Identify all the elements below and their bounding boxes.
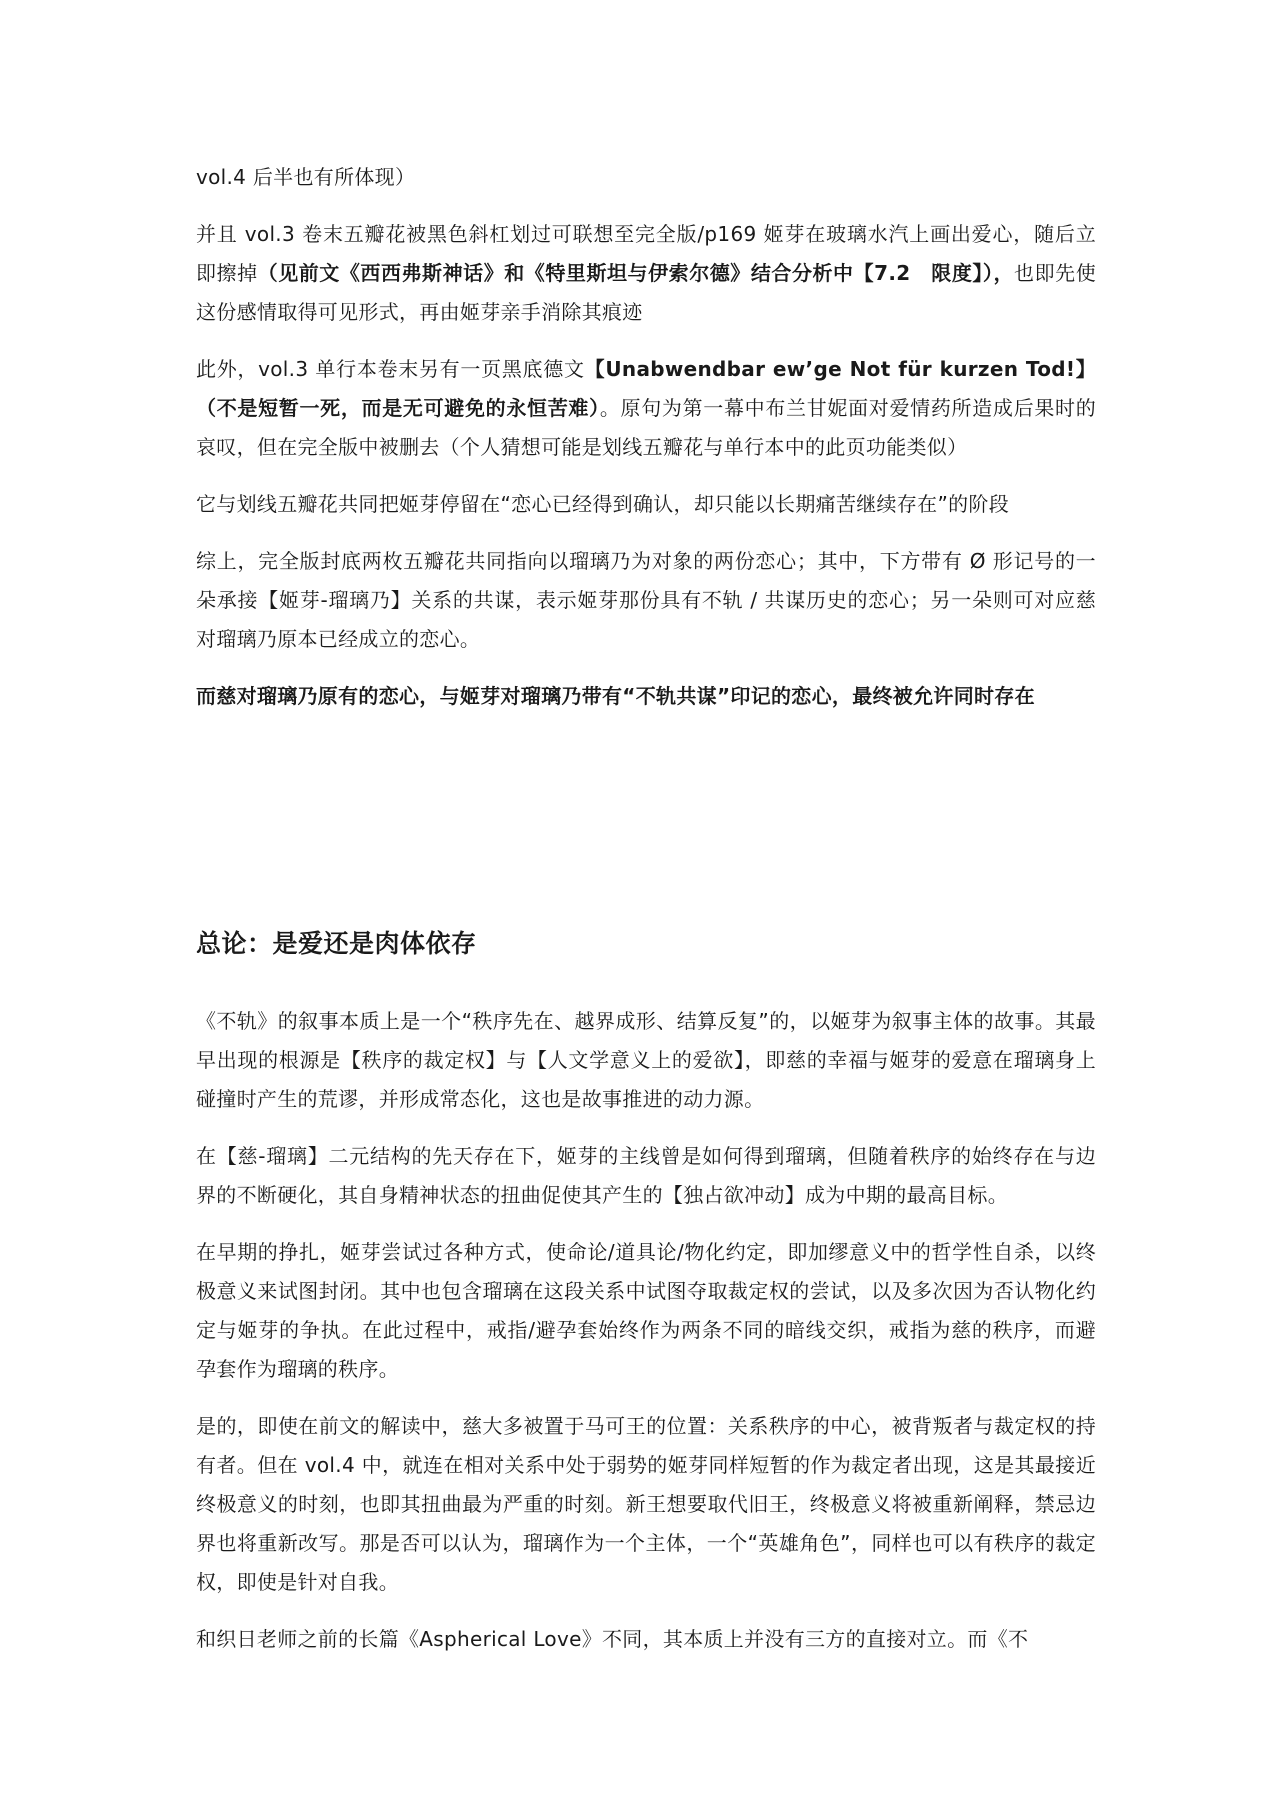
paragraph [196,1137,1096,1215]
bottom-section [196,1002,1096,1659]
bold-text-segment: 【Unabwendbar ew’ge Not für kurzen Tod!】（不是短暂一死，而是无可避免的永恒苦难） [196,357,1096,420]
bold-text-segment: 而慈对瑠璃乃原有的恋心，与姬芽对瑠璃乃带有“不轨共谋”印记的恋心，最终被允许同时存在 [196,684,1035,708]
text-segment: 和织日老师之前的长篇《Aspherical Love》不同，其本质上并没有三方的直接对立。而《不 [196,1627,1029,1651]
top-section [196,158,1096,716]
paragraph [196,1233,1096,1389]
text-segment: 它与划线五瓣花共同把姬芽停留在“恋心已经得到确认，却只能以长期痛苦继续存在”的阶段 [196,492,1010,516]
section-spacer [196,734,1096,924]
text-segment: 也即先使这份感情取得可见形式，再由姬芽亲手消除其痕迹 [196,261,1096,324]
paragraph [196,1407,1096,1602]
paragraph [196,1002,1096,1119]
text-segment: 此外，vol.3 单行本卷末另有一页黑底德文 [196,357,585,381]
paragraph [196,350,1096,467]
paragraph [196,677,1096,716]
paragraph [196,158,1096,197]
text-segment: 是的，即使在前文的解读中，慈大多被置于马可王的位置：关系秩序的中心，被背叛者与裁定权的持有者。但在 vol.4 中，就连在相对关系中处于弱势的姬芽同样短暂的作为裁定者出现，这是其最接近终极意义的时刻，也即其扭曲最为严重的时刻。新王想要取代旧王，终极意义将被重新阐释，禁忌边界也将重新改写。那是否可以认为，瑠璃作为一个主体，一个“英雄角色”，同样也可以有秩序的裁定权，即使是针对自我。 [196,1414,1096,1594]
text-segment: 并且 vol.3 卷末五瓣花被黑色斜杠划过可联想至完全版/p169 姬芽在玻璃水汽上画出爱心，随后立即擦掉 [196,222,1096,285]
paragraph [196,485,1096,524]
paragraph [196,1620,1096,1659]
section-heading: 总论：是爱还是肉体依存 [196,929,477,958]
paragraph [196,215,1096,332]
text-segment: vol.4 后半也有所体现） [196,165,416,189]
text-segment: 在【慈-瑠璃】二元结构的先天存在下，姬芽的主线曾是如何得到瑠璃，但随着秩序的始终存在与边界的不断硬化，其自身精神状态的扭曲促使其产生的【独占欲冲动】成为中期的最高目标。 [196,1144,1096,1207]
paragraph [196,542,1096,659]
document-body [196,158,1096,1677]
text-segment: 在早期的挣扎，姬芽尝试过各种方式，使命论/道具论/物化约定，即加缪意义中的哲学性自杀，以终极意义来试图封闭。其中也包含瑠璃在这段关系中试图夺取裁定权的尝试，以及多次因为否认物化约定与姬芽的争执。在此过程中，戒指/避孕套始终作为两条不同的暗线交织，戒指为慈的秩序，而避孕套作为瑠璃的秩序。 [196,1240,1096,1381]
text-segment: 《不轨》的叙事本质上是一个“秩序先在、越界成形、结算反复”的，以姬芽为叙事主体的故事。其最早出现的根源是【秩序的裁定权】与【人文学意义上的爱欲】，即慈的幸福与姬芽的爱意在瑠璃身上碰撞时产生的荒谬，并形成常态化，这也是故事推进的动力源。 [196,1009,1096,1111]
text-segment: 。原句为第一幕中布兰甘妮面对爱情药所造成后果时的哀叹，但在完全版中被删去（个人猜想可能是划线五瓣花与单行本中的此页功能类似） [196,396,1096,459]
text-segment: 综上，完全版封底两枚五瓣花共同指向以瑠璃乃为对象的两份恋心；其中，下方带有 Ø 形记号的一朵承接【姬芽-瑠璃乃】关系的共谋，表示姬芽那份具有不轨 / 共谋历史的恋心；另一朵则可对应慈对瑠璃乃原本已经成立的恋心。 [196,549,1096,651]
bold-text-segment: （见前文《西西弗斯神话》和《特里斯坦与伊索尔德》结合分析中【7.2 限度】）， [257,261,1015,285]
